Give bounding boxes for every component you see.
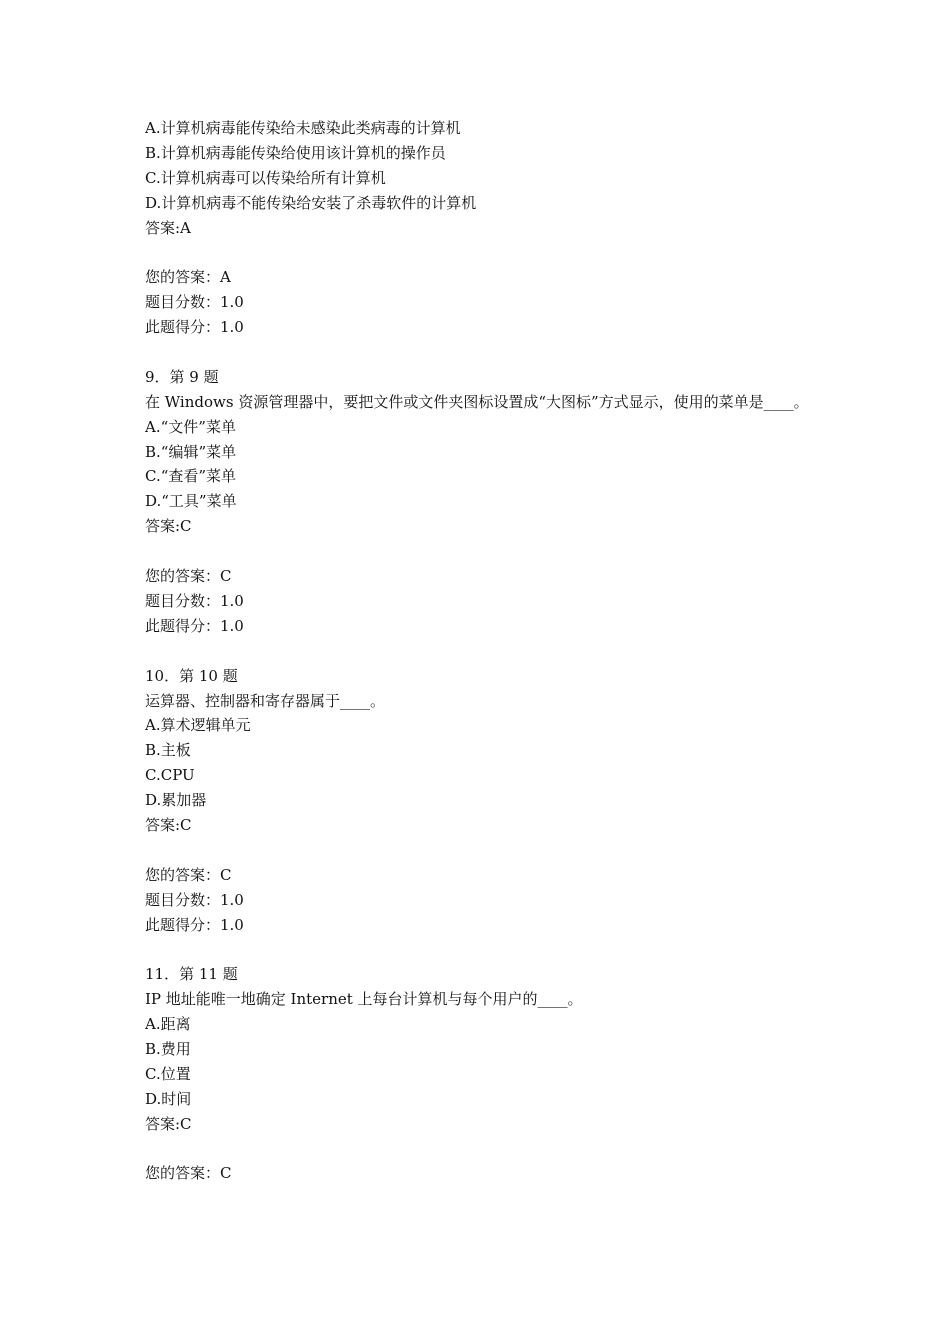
spacer [145, 340, 825, 365]
correct-answer: 答案:A [145, 218, 191, 237]
option-c: C.“查看”菜单 [145, 467, 237, 486]
question-score: 题目分数：1.0 [145, 293, 244, 312]
option-b: B.费用 [145, 1039, 191, 1058]
your-answer: 您的答案：C [145, 865, 232, 884]
question-10-block [145, 664, 825, 963]
option-a: A.算术逻辑单元 [145, 716, 251, 735]
option-c: C.CPU [145, 766, 195, 785]
question-header: 10．第 10 题 [145, 666, 238, 685]
spacer [145, 240, 825, 265]
question-score: 题目分数：1.0 [145, 890, 244, 909]
question-11-block [145, 962, 825, 1186]
earned-score: 此题得分：1.0 [145, 915, 244, 934]
spacer [145, 937, 825, 962]
question-text: 运算器、控制器和寄存器属于____。 [145, 691, 386, 710]
option-b: B.计算机病毒能传染给使用该计算机的操作员 [145, 143, 446, 162]
your-answer: 您的答案：C [145, 1164, 232, 1183]
question-header: 9．第 9 题 [145, 367, 219, 386]
option-a: A.距离 [145, 1015, 191, 1034]
spacer [145, 539, 825, 564]
earned-score: 此题得分：1.0 [145, 318, 244, 337]
question-header: 11．第 11 题 [145, 965, 238, 984]
option-d: D.计算机病毒不能传染给安装了杀毒软件的计算机 [145, 193, 477, 212]
spacer [145, 639, 825, 664]
question-text: 在 Windows 资源管理器中，要把文件或文件夹图标设置成“大图标”方式显示，使用的菜单是____。 [145, 392, 809, 411]
option-a: A.计算机病毒能传染给未感染此类病毒的计算机 [145, 119, 461, 137]
option-d: D.时间 [145, 1089, 192, 1108]
option-b: B.主板 [145, 741, 191, 760]
document-page [145, 116, 825, 1186]
correct-answer: 答案:C [145, 815, 192, 834]
correct-answer: 答案:C [145, 517, 192, 536]
option-a: A.“文件”菜单 [145, 417, 236, 436]
question-9-block [145, 365, 825, 664]
option-c: C.计算机病毒可以传染给所有计算机 [145, 168, 386, 187]
question-score: 题目分数：1.0 [145, 591, 244, 610]
spacer [145, 838, 825, 863]
question-8-block [145, 116, 825, 365]
option-c: C.位置 [145, 1064, 191, 1083]
option-d: D.“工具”菜单 [145, 492, 237, 511]
your-answer: 您的答案：C [145, 567, 232, 586]
earned-score: 此题得分：1.0 [145, 616, 244, 635]
your-answer: 您的答案：A [145, 268, 231, 287]
spacer [145, 1137, 825, 1162]
option-d: D.累加器 [145, 791, 207, 810]
option-b: B.“编辑”菜单 [145, 442, 237, 461]
correct-answer: 答案:C [145, 1114, 192, 1133]
question-text: IP 地址能唯一地确定 Internet 上每台计算机与每个用户的____。 [145, 990, 583, 1009]
